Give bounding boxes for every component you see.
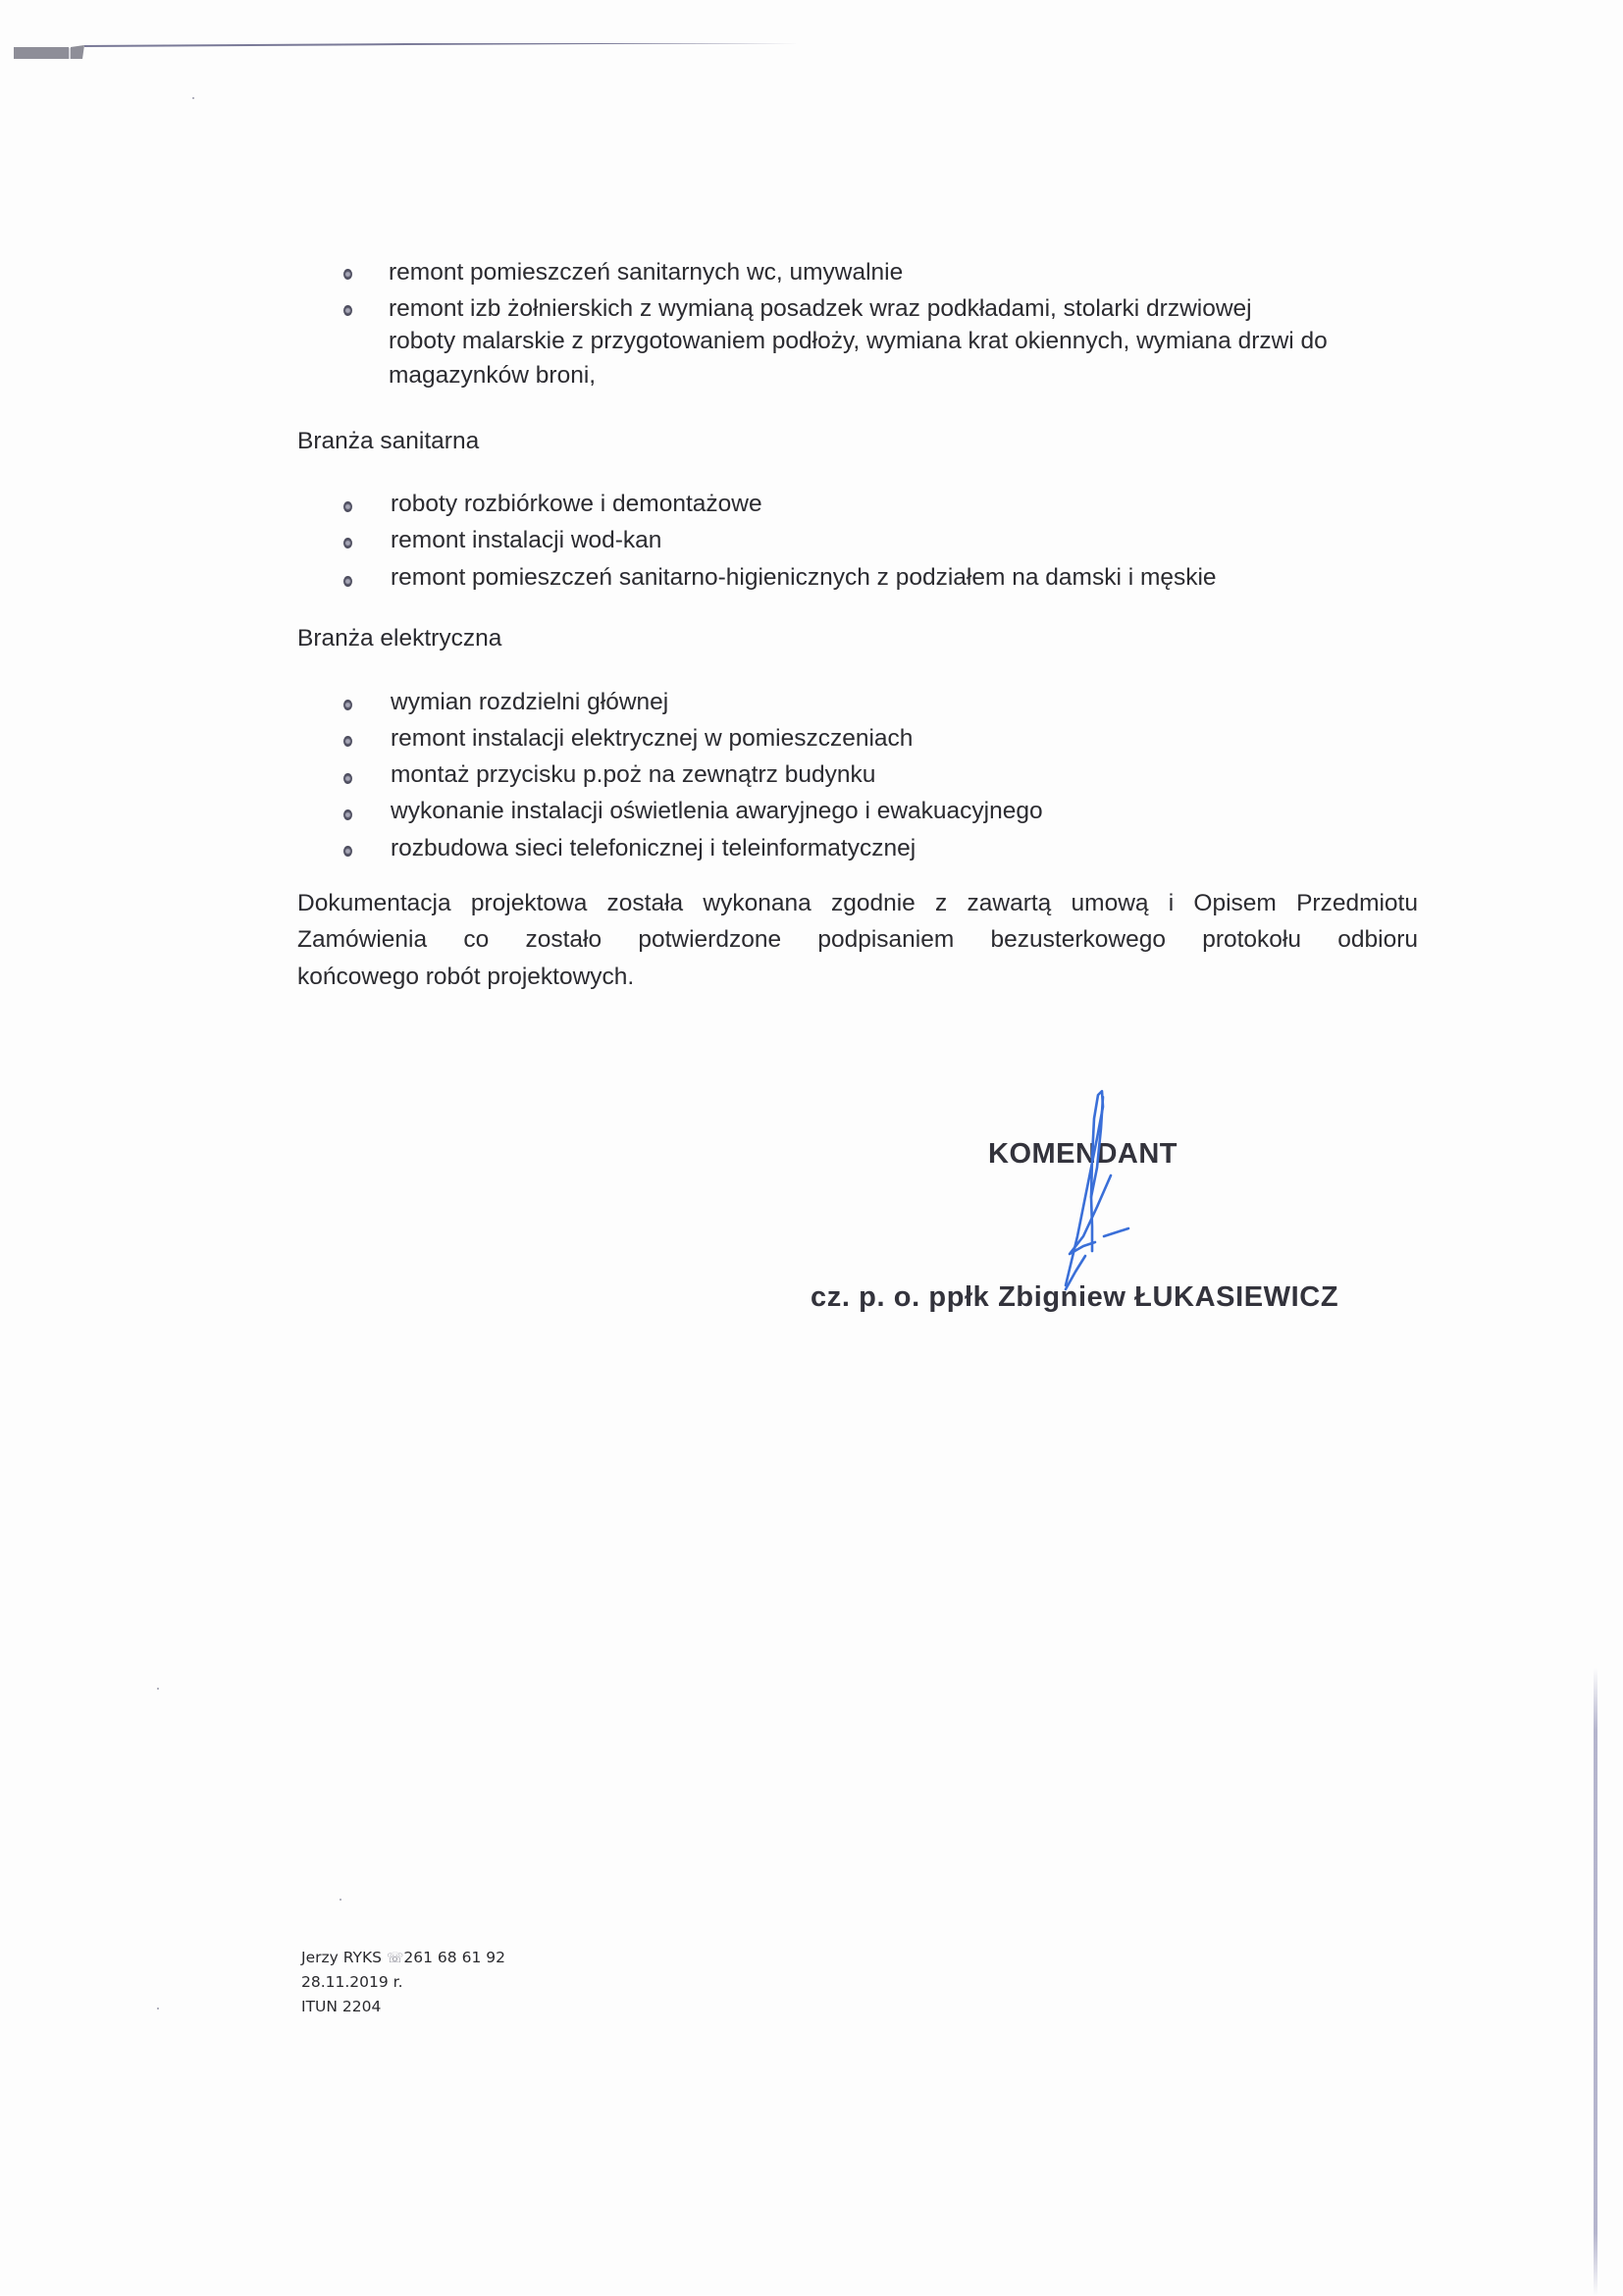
list-item: remont pomieszczeń sanitarnych wc, umywalnie: [389, 259, 904, 286]
list-item: remont izb żołnierskich z wymianą posadzek wraz podkładami, stolarki drzwiowej: [389, 295, 1252, 322]
signatory-title: KOMENDANT: [988, 1138, 1178, 1170]
paragraph-line: końcowego robót projektowych.: [297, 964, 635, 990]
list-item-continuation: roboty malarskie z przygotowaniem podłoży, wymiana krat okiennych, wymiana drzwi do: [389, 328, 1328, 354]
scan-edge-top: [14, 43, 1601, 61]
scan-speck: [157, 1688, 159, 1690]
footer-contact-line: [301, 1951, 505, 1966]
author-name: Jerzy RYKS: [301, 1949, 382, 1966]
handwritten-signature-icon: [981, 1079, 1178, 1315]
bullet-icon: [343, 700, 352, 710]
bullet-icon: [343, 773, 352, 784]
phone-number: 261 68 61 92: [403, 1949, 505, 1966]
bullet-icon: [343, 269, 352, 280]
bullet-icon: [343, 501, 352, 512]
list-item: montaż przycisku p.poż na zewnątrz budynku: [391, 761, 876, 788]
scan-speck: [340, 1899, 341, 1901]
section-heading: Branża sanitarna: [297, 428, 480, 454]
scan-speck: [157, 2008, 159, 2009]
telephone-icon: ☏: [386, 1951, 404, 1966]
bullet-icon: [343, 809, 352, 820]
footer-code: ITUN 2204: [301, 1998, 382, 2015]
paragraph-line: Zamówienia co zostało potwierdzone podpisaniem bezusterkowego protokołu odbioru: [297, 926, 1418, 953]
bullet-icon: [343, 846, 352, 857]
bullet-icon: [343, 576, 352, 587]
signatory-name: cz. p. o. ppłk Zbigniew ŁUKASIEWICZ: [811, 1281, 1339, 1313]
list-item: remont instalacji wod-kan: [391, 527, 662, 553]
list-item: remont pomieszczeń sanitarno-higienicznych z podziałem na damski i męskie: [391, 564, 1217, 591]
bullet-icon: [343, 538, 352, 548]
list-item: wymian rozdzielni głównej: [391, 689, 669, 715]
scan-edge-right: [1594, 1668, 1597, 2296]
list-item: wykonanie instalacji oświetlenia awaryjnego i ewakuacyjnego: [391, 798, 1043, 824]
section-heading: Branża elektryczna: [297, 625, 502, 652]
list-item: rozbudowa sieci telefonicznej i teleinformatycznej: [391, 835, 916, 861]
list-item: remont instalacji elektrycznej w pomieszczeniach: [391, 725, 914, 752]
paragraph-line: Dokumentacja projektowa została wykonana zgodnie z zawartą umową i Opisem Przedmiotu: [297, 890, 1418, 916]
bullet-icon: [343, 305, 352, 316]
bullet-icon: [343, 736, 352, 747]
list-item: roboty rozbiórkowe i demontażowe: [391, 491, 762, 517]
list-item-continuation: magazynków broni,: [389, 362, 597, 389]
footer-date: 28.11.2019 r.: [301, 1973, 403, 1991]
scan-speck: [192, 97, 194, 99]
